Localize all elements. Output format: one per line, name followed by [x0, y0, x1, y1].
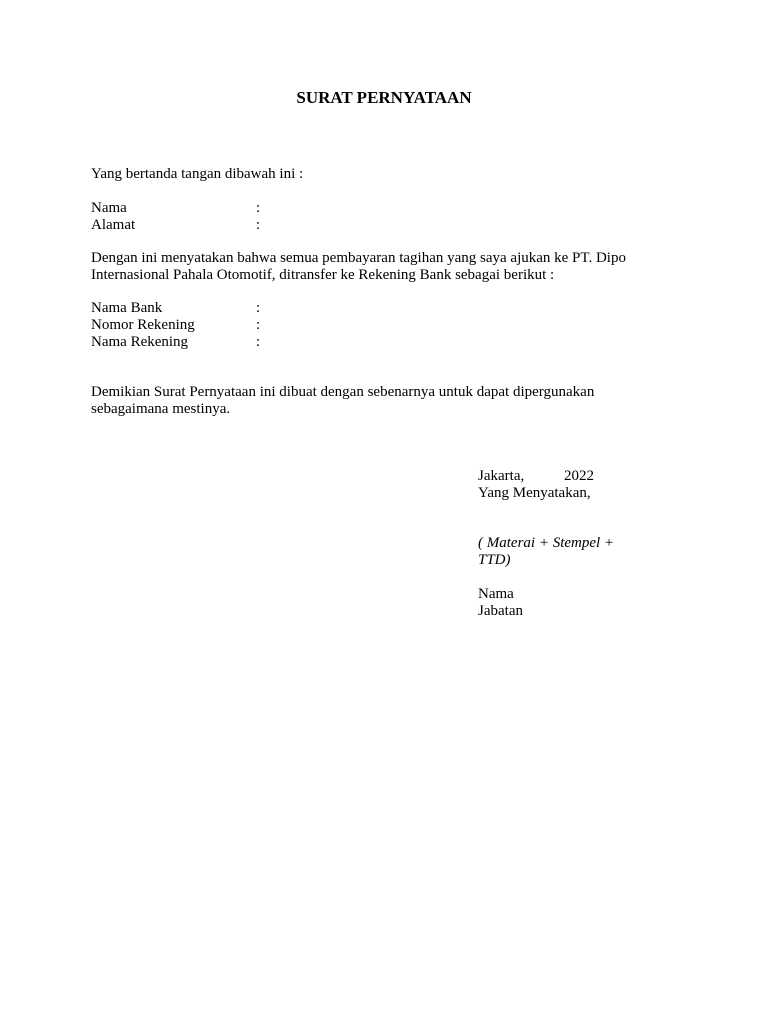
document-title: SURAT PERNYATAAN — [296, 88, 472, 107]
field-colon: : — [256, 334, 261, 350]
statement-text-line1: Dengan ini menyatakan bahwa semua pembayaran tagihan yang saya ajukan ke PT. Dipo — [91, 250, 626, 266]
field-label: Nama Bank — [91, 300, 163, 316]
signature-declarant: Yang Menyatakan, — [478, 485, 591, 501]
field-colon: : — [256, 317, 261, 333]
signature-date — [478, 468, 594, 485]
intro-text: Yang bertanda tangan dibawah ini : — [91, 166, 304, 182]
statement-text-line2: Internasional Pahala Otomotif, ditransfer ke Rekening Bank sebagai berikut : — [91, 267, 555, 283]
field-label: Alamat — [91, 217, 136, 233]
signatory-position-label: Jabatan — [478, 603, 523, 619]
field-colon: : — [256, 217, 261, 233]
field-colon: : — [256, 300, 261, 316]
field-label: Nama — [91, 200, 127, 216]
field-colon: : — [256, 200, 261, 216]
field-label: Nomor Rekening — [91, 317, 195, 333]
field-label: Nama Rekening — [91, 334, 189, 350]
closing-text-line1: Demikian Surat Pernyataan ini dibuat dengan sebenarnya untuk dapat dipergunakan — [91, 384, 595, 400]
stamp-note-line1: ( Materai + Stempel + — [478, 535, 615, 551]
signatory-name-label: Nama — [478, 586, 514, 602]
signature-city: Jakarta, — [478, 468, 525, 484]
closing-text-line2: sebagaimana mestinya. — [91, 401, 231, 417]
signature-year: 2022 — [564, 468, 594, 484]
stamp-note-line2: TTD) — [478, 552, 511, 568]
